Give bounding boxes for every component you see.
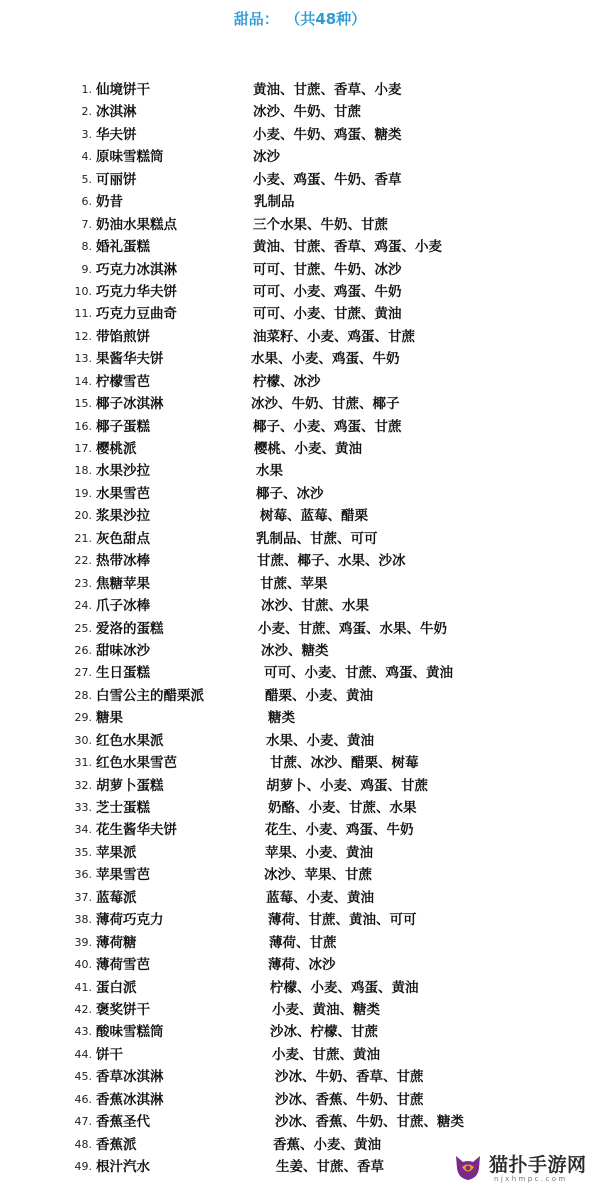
item-name: 奶油水果糕点 bbox=[96, 216, 177, 233]
list-item bbox=[0, 707, 600, 729]
list-item bbox=[0, 797, 600, 819]
item-number: 16. bbox=[74, 419, 92, 433]
item-number: 29. bbox=[74, 711, 92, 725]
item-number: 4. bbox=[81, 150, 92, 164]
item-name: 生日蛋糕 bbox=[96, 665, 150, 682]
item-name: 仙境饼干 bbox=[96, 82, 150, 98]
list-item bbox=[0, 326, 600, 348]
list-item bbox=[0, 1066, 600, 1088]
item-name: 花生酱华夫饼 bbox=[96, 822, 177, 839]
list-item bbox=[0, 1111, 600, 1133]
item-name: 婚礼蛋糕 bbox=[96, 239, 150, 256]
item-ingredients: 小麦、鸡蛋、牛奶、香草 bbox=[253, 171, 402, 188]
watermark-brand: 猫扑手游网 bbox=[489, 1154, 587, 1176]
watermark-url: njxhmpc.com bbox=[494, 1175, 568, 1183]
item-number: 2. bbox=[81, 105, 92, 119]
item-ingredients: 水果 bbox=[256, 463, 283, 480]
item-name: 椰子冰淇淋 bbox=[96, 396, 164, 413]
item-name: 甜味冰沙 bbox=[96, 642, 150, 659]
list-item bbox=[0, 999, 600, 1021]
item-number: 37. bbox=[74, 890, 92, 904]
list-item bbox=[0, 573, 600, 595]
item-name: 香草冰淇淋 bbox=[96, 1069, 164, 1086]
item-name: 水果沙拉 bbox=[96, 463, 150, 480]
item-number: 23. bbox=[74, 576, 92, 590]
item-name: 带馅煎饼 bbox=[96, 328, 150, 345]
item-name: 根汁汽水 bbox=[96, 1159, 150, 1175]
item-name: 香蕉圣代 bbox=[96, 1114, 150, 1131]
item-number: 31. bbox=[74, 756, 92, 770]
list-item bbox=[0, 954, 600, 976]
item-ingredients: 苹果、小麦、黄油 bbox=[265, 844, 373, 861]
item-number: 19. bbox=[74, 486, 92, 500]
item-ingredients: 小麦、甘蔗、鸡蛋、水果、牛奶 bbox=[258, 620, 447, 637]
item-name: 爪子冰棒 bbox=[96, 598, 150, 615]
list-item bbox=[0, 842, 600, 864]
item-number: 43. bbox=[74, 1025, 92, 1039]
item-ingredients: 油菜籽、小麦、鸡蛋、甘蔗 bbox=[253, 328, 415, 345]
item-number: 10. bbox=[74, 284, 92, 298]
item-number: 24. bbox=[74, 599, 92, 613]
list-item bbox=[0, 618, 600, 640]
list-item bbox=[0, 909, 600, 931]
item-name: 柠檬雪芭 bbox=[96, 373, 150, 390]
item-name: 冰淇淋 bbox=[96, 104, 137, 121]
item-number: 17. bbox=[74, 442, 92, 455]
list-item bbox=[0, 662, 600, 684]
item-number: 11. bbox=[74, 307, 92, 321]
list-item bbox=[0, 864, 600, 886]
item-number: 40. bbox=[74, 958, 92, 972]
item-number: 41. bbox=[74, 980, 92, 994]
list-item bbox=[0, 730, 600, 752]
item-ingredients: 乳制品 bbox=[254, 194, 295, 211]
item-number: 34. bbox=[74, 823, 92, 837]
item-ingredients: 椰子、冰沙 bbox=[256, 485, 324, 502]
title-count: （共48种） bbox=[292, 10, 367, 28]
list-item bbox=[0, 505, 600, 527]
item-number: 38. bbox=[74, 913, 92, 927]
item-name: 浆果沙拉 bbox=[96, 508, 150, 525]
item-number: 14. bbox=[74, 374, 92, 388]
item-name: 薄荷巧克力 bbox=[96, 912, 164, 929]
list-item bbox=[0, 416, 600, 438]
item-number: 20. bbox=[74, 509, 92, 523]
list-item bbox=[0, 101, 600, 123]
item-ingredients: 甘蔗、冰沙、醋栗、树莓 bbox=[270, 755, 419, 772]
item-ingredients: 薄荷、冰沙 bbox=[268, 957, 336, 974]
item-name: 巧克力华夫饼 bbox=[96, 283, 177, 300]
item-name: 热带冰棒 bbox=[96, 553, 150, 570]
item-name: 巧克力冰淇淋 bbox=[96, 261, 177, 278]
list-item bbox=[0, 819, 600, 841]
item-number: 6. bbox=[81, 195, 92, 209]
item-name: 苹果派 bbox=[96, 844, 137, 861]
item-number: 8. bbox=[81, 240, 92, 254]
item-name: 灰色甜点 bbox=[96, 530, 150, 547]
item-number: 42. bbox=[74, 1002, 92, 1016]
list-item bbox=[0, 1021, 600, 1043]
item-name: 奶昔 bbox=[96, 194, 123, 211]
list-item bbox=[0, 775, 600, 797]
item-name: 饼干 bbox=[96, 1046, 123, 1063]
watermark bbox=[452, 1148, 600, 1187]
item-name: 褒奖饼干 bbox=[96, 1001, 150, 1018]
item-name: 椰子蛋糕 bbox=[96, 418, 150, 435]
item-name: 华夫饼 bbox=[96, 126, 137, 143]
item-number: 33. bbox=[74, 801, 92, 814]
item-ingredients: 沙冰、牛奶、香草、甘蔗 bbox=[275, 1069, 424, 1086]
item-number: 9. bbox=[81, 262, 92, 276]
item-name: 糖果 bbox=[96, 710, 123, 727]
item-name: 香蕉派 bbox=[96, 1136, 137, 1153]
item-ingredients: 沙冰、香蕉、牛奶、甘蔗、糖类 bbox=[275, 1114, 464, 1131]
list-item bbox=[0, 393, 600, 415]
item-number: 32. bbox=[74, 778, 92, 792]
list-item bbox=[0, 595, 600, 617]
item-name: 水果雪芭 bbox=[96, 485, 150, 502]
list-item bbox=[0, 281, 600, 303]
item-name: 蛋白派 bbox=[96, 979, 137, 996]
item-number: 39. bbox=[74, 935, 92, 949]
item-ingredients: 小麦、甘蔗、黄油 bbox=[272, 1046, 380, 1063]
item-ingredients: 水果、小麦、黄油 bbox=[266, 732, 374, 749]
item-ingredients: 香蕉、小麦、黄油 bbox=[273, 1136, 381, 1153]
item-name: 红色水果派 bbox=[96, 732, 164, 749]
item-name: 爱洛的蛋糕 bbox=[96, 620, 164, 637]
list-item bbox=[0, 460, 600, 482]
item-ingredients: 水果、小麦、鸡蛋、牛奶 bbox=[251, 351, 400, 368]
item-ingredients: 三个水果、牛奶、甘蔗 bbox=[253, 216, 388, 233]
item-name: 果酱华夫饼 bbox=[96, 351, 164, 368]
list-item bbox=[0, 146, 600, 168]
item-ingredients: 乳制品、甘蔗、可可 bbox=[256, 530, 378, 547]
list-item bbox=[0, 371, 600, 393]
item-number: 22. bbox=[74, 554, 92, 568]
item-number: 15. bbox=[74, 397, 92, 411]
item-ingredients: 冰沙、牛奶、甘蔗、椰子 bbox=[251, 396, 400, 413]
list-item bbox=[0, 528, 600, 550]
item-number: 1. bbox=[81, 83, 92, 96]
item-ingredients: 沙冰、柠檬、甘蔗 bbox=[270, 1024, 378, 1041]
item-name: 蓝莓派 bbox=[96, 889, 137, 906]
item-number: 5. bbox=[81, 172, 92, 186]
item-number: 49. bbox=[74, 1160, 92, 1173]
item-name: 香蕉冰淇淋 bbox=[96, 1091, 164, 1108]
item-name: 巧克力豆曲奇 bbox=[96, 306, 177, 323]
item-name: 薄荷糖 bbox=[96, 934, 137, 951]
item-name: 薄荷雪芭 bbox=[96, 957, 150, 974]
item-ingredients: 树莓、蓝莓、醋栗 bbox=[260, 508, 368, 525]
item-ingredients: 黄油、甘蔗、香草、小麦 bbox=[253, 82, 402, 98]
list-item bbox=[0, 640, 600, 662]
item-name: 白雪公主的醋栗派 bbox=[96, 687, 204, 704]
item-ingredients: 可可、小麦、鸡蛋、牛奶 bbox=[253, 283, 402, 300]
list-item bbox=[0, 79, 600, 101]
list-item bbox=[0, 887, 600, 909]
list-item bbox=[0, 169, 600, 191]
item-number: 7. bbox=[81, 217, 92, 231]
item-name: 酸味雪糕筒 bbox=[96, 1024, 164, 1041]
item-ingredients: 花生、小麦、鸡蛋、牛奶 bbox=[265, 822, 414, 839]
item-ingredients: 甘蔗、苹果 bbox=[260, 575, 328, 592]
list-item bbox=[0, 685, 600, 707]
item-number: 35. bbox=[74, 845, 92, 859]
item-ingredients: 薄荷、甘蔗、黄油、可可 bbox=[268, 912, 417, 929]
item-number: 30. bbox=[74, 733, 92, 747]
item-name: 原味雪糕筒 bbox=[96, 149, 164, 166]
item-number: 45. bbox=[74, 1070, 92, 1084]
list-item bbox=[0, 550, 600, 572]
item-ingredients: 冰沙、甘蔗、水果 bbox=[261, 598, 369, 615]
item-ingredients: 薄荷、甘蔗 bbox=[269, 934, 337, 951]
item-number: 3. bbox=[81, 127, 92, 141]
item-number: 36. bbox=[74, 868, 92, 882]
item-number: 13. bbox=[74, 352, 92, 366]
item-number: 28. bbox=[74, 688, 92, 702]
list-item bbox=[0, 191, 600, 213]
item-ingredients: 沙冰、香蕉、牛奶、甘蔗 bbox=[275, 1091, 424, 1108]
item-ingredients: 糖类 bbox=[268, 710, 295, 727]
list-item bbox=[0, 977, 600, 999]
list-item bbox=[0, 483, 600, 505]
item-number: 12. bbox=[74, 329, 92, 343]
item-ingredients: 冰沙 bbox=[253, 149, 280, 166]
item-ingredients: 可可、甘蔗、牛奶、冰沙 bbox=[253, 261, 402, 278]
dessert-list bbox=[0, 79, 600, 1178]
item-name: 苹果雪芭 bbox=[96, 867, 150, 884]
item-number: 46. bbox=[74, 1092, 92, 1106]
cat-logo-icon bbox=[452, 1150, 484, 1182]
list-item bbox=[0, 303, 600, 325]
list-item bbox=[0, 259, 600, 281]
list-item bbox=[0, 1044, 600, 1066]
list-item bbox=[0, 236, 600, 258]
item-name: 芝士蛋糕 bbox=[96, 800, 150, 816]
item-ingredients: 冰沙、牛奶、甘蔗 bbox=[253, 104, 361, 121]
item-number: 26. bbox=[74, 643, 92, 657]
item-number: 44. bbox=[74, 1047, 92, 1061]
item-ingredients: 奶酪、小麦、甘蔗、水果 bbox=[268, 800, 417, 816]
item-ingredients: 甘蔗、椰子、水果、沙冰 bbox=[257, 553, 406, 570]
item-number: 47. bbox=[74, 1115, 92, 1129]
list-item bbox=[0, 214, 600, 236]
list-item bbox=[0, 348, 600, 370]
item-ingredients: 樱桃、小麦、黄油 bbox=[254, 441, 362, 457]
item-ingredients: 椰子、小麦、鸡蛋、甘蔗 bbox=[253, 418, 402, 435]
list-item bbox=[0, 932, 600, 954]
item-ingredients: 可可、小麦、甘蔗、鸡蛋、黄油 bbox=[264, 665, 453, 682]
item-name: 可丽饼 bbox=[96, 171, 137, 188]
item-name: 胡萝卜蛋糕 bbox=[96, 777, 164, 794]
item-name: 焦糖苹果 bbox=[96, 575, 150, 592]
item-number: 48. bbox=[74, 1137, 92, 1151]
item-ingredients: 柠檬、冰沙 bbox=[253, 373, 321, 390]
item-ingredients: 冰沙、苹果、甘蔗 bbox=[264, 867, 372, 884]
title-label: 甜品： bbox=[233, 10, 279, 28]
list-item bbox=[0, 752, 600, 774]
item-ingredients: 冰沙、糖类 bbox=[261, 642, 329, 659]
item-ingredients: 蓝莓、小麦、黄油 bbox=[266, 889, 374, 906]
item-name: 红色水果雪芭 bbox=[96, 755, 177, 772]
list-item bbox=[0, 1089, 600, 1111]
item-number: 25. bbox=[74, 621, 92, 635]
item-number: 27. bbox=[74, 666, 92, 680]
item-ingredients: 小麦、黄油、糖类 bbox=[272, 1001, 380, 1018]
item-ingredients: 柠檬、小麦、鸡蛋、黄油 bbox=[270, 979, 419, 996]
item-number: 18. bbox=[74, 464, 92, 478]
item-number: 21. bbox=[74, 531, 92, 545]
item-ingredients: 小麦、牛奶、鸡蛋、糖类 bbox=[253, 126, 402, 143]
list-item bbox=[0, 124, 600, 146]
item-name: 樱桃派 bbox=[96, 441, 137, 457]
item-ingredients: 可可、小麦、甘蔗、黄油 bbox=[253, 306, 402, 323]
item-ingredients: 黄油、甘蔗、香草、鸡蛋、小麦 bbox=[253, 239, 442, 256]
item-ingredients: 生姜、甘蔗、香草 bbox=[276, 1159, 384, 1175]
item-ingredients: 醋栗、小麦、黄油 bbox=[265, 687, 373, 704]
page-title bbox=[0, 9, 600, 29]
item-ingredients: 胡萝卜、小麦、鸡蛋、甘蔗 bbox=[266, 777, 428, 794]
list-item bbox=[0, 438, 600, 460]
